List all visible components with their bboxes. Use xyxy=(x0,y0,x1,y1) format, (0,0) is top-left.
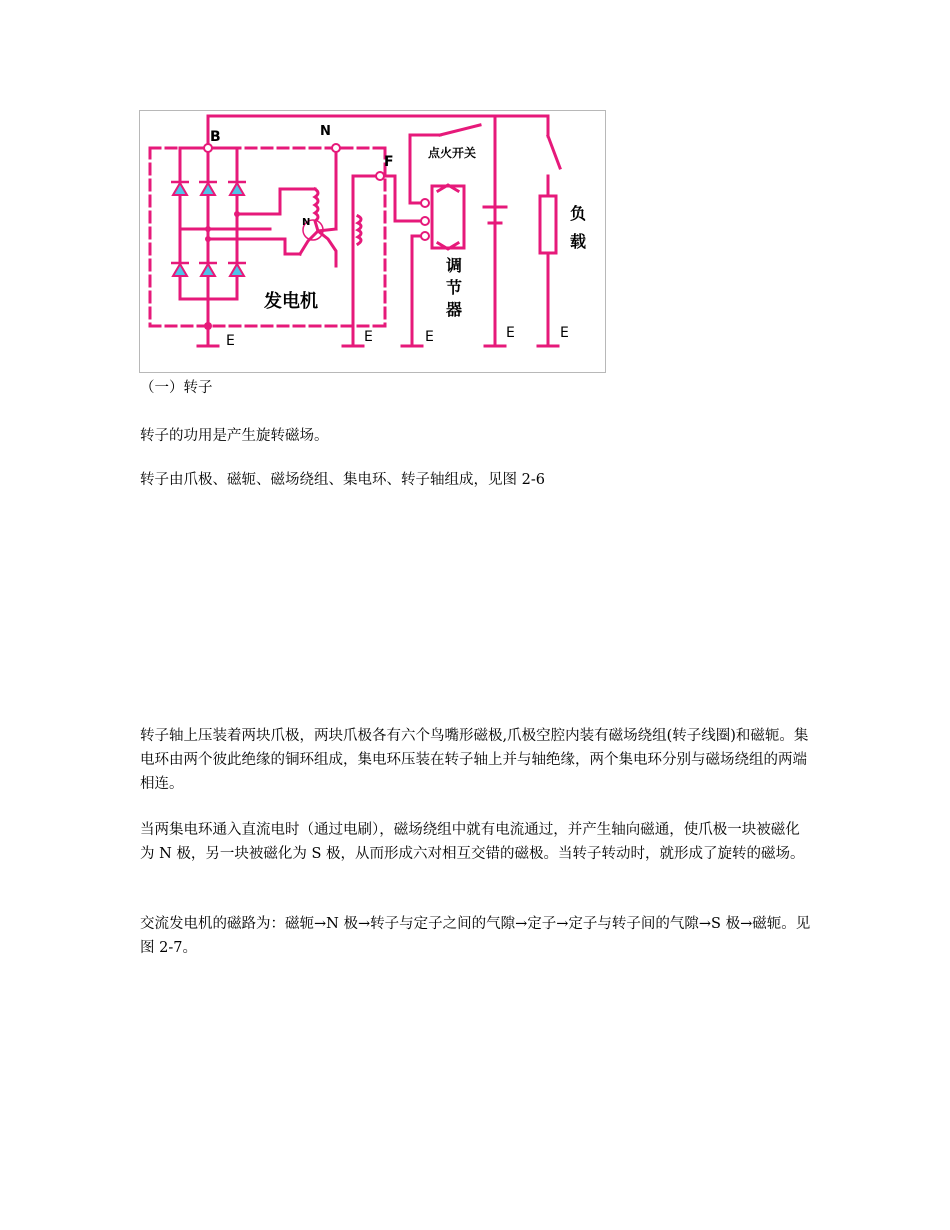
diode-icon xyxy=(173,183,187,195)
label-ground-3: E xyxy=(425,329,434,345)
load-switch-lever xyxy=(548,136,560,168)
regulator-ends xyxy=(438,185,458,249)
paragraph: 转子轴上压装着两块爪极，两块爪极各有六个鸟嘴形磁极,爪极空腔内装有磁场绕组(转子线圈)和磁轭。集电环由两个彼此绝缘的铜环组成，集电环压装在转子轴上并与轴绝缘，两个集电环分别与磁场绕组的两端相连。 xyxy=(140,728,809,792)
stator-winding-2 xyxy=(300,231,318,254)
label-regulator-1: 调 xyxy=(446,256,463,275)
label-regulator-2: 节 xyxy=(446,278,463,297)
section-heading: （一）转子 xyxy=(140,380,213,396)
label-ground-5: E xyxy=(560,325,569,341)
regulator-terminal xyxy=(421,217,429,225)
neutral-link xyxy=(318,229,336,231)
diode-icon xyxy=(201,264,215,276)
paragraph: 当两集电环通入直流电时（通过电刷），磁场绕组中就有电流通过，并产生轴向磁通，使爪极一块被磁化为 N 极，另一块被磁化为 S 极，从而形成六对相互交错的磁极。当转子转动时，就形成了旋转的磁场。 xyxy=(140,822,805,862)
paragraph: 交流发电机的磁路为：磁轭→N 极→转子与定子之间的气隙→定子→定子与转子间的气隙→S 极→磁轭。见图 2-7。 xyxy=(140,916,811,956)
circuit-diagram xyxy=(139,110,606,373)
paragraph: 转子由爪极、磁轭、磁场绕组、集电环、转子轴组成，见图 2-6 xyxy=(140,472,545,488)
regulator-terminal xyxy=(421,232,429,240)
label-ignition-switch: 点火开关 xyxy=(428,146,477,160)
diode-icon xyxy=(201,183,215,195)
diode-icon xyxy=(173,264,187,276)
diode-icon xyxy=(230,183,244,195)
label-generator: 发电机 xyxy=(264,291,318,312)
ignition-switch-lever xyxy=(440,125,480,135)
terminal-n xyxy=(332,144,340,152)
junction-dot xyxy=(204,322,212,330)
label-ground-1: E xyxy=(226,333,235,349)
label-n-rotor: N xyxy=(302,217,311,228)
regulator-box xyxy=(432,186,464,248)
stator-winding-1 xyxy=(315,189,318,231)
label-ground-4: E xyxy=(506,325,515,341)
paragraph: 转子的功用是产生旋转磁场。 xyxy=(140,428,329,444)
label-load-1: 负 xyxy=(570,204,587,223)
label-f: F xyxy=(384,154,394,170)
terminal-b xyxy=(204,144,212,152)
terminal-f xyxy=(376,172,384,180)
field-winding xyxy=(358,216,361,244)
load-resistor xyxy=(540,196,556,253)
label-n-top: N xyxy=(320,124,331,139)
label-ground-2: E xyxy=(364,329,373,345)
label-load-2: 载 xyxy=(570,232,587,251)
diode-icon xyxy=(230,264,244,276)
regulator-terminal xyxy=(421,199,429,207)
circuit-diagram-svg xyxy=(140,111,605,372)
label-regulator-3: 器 xyxy=(446,300,463,319)
label-b: B xyxy=(210,129,221,145)
